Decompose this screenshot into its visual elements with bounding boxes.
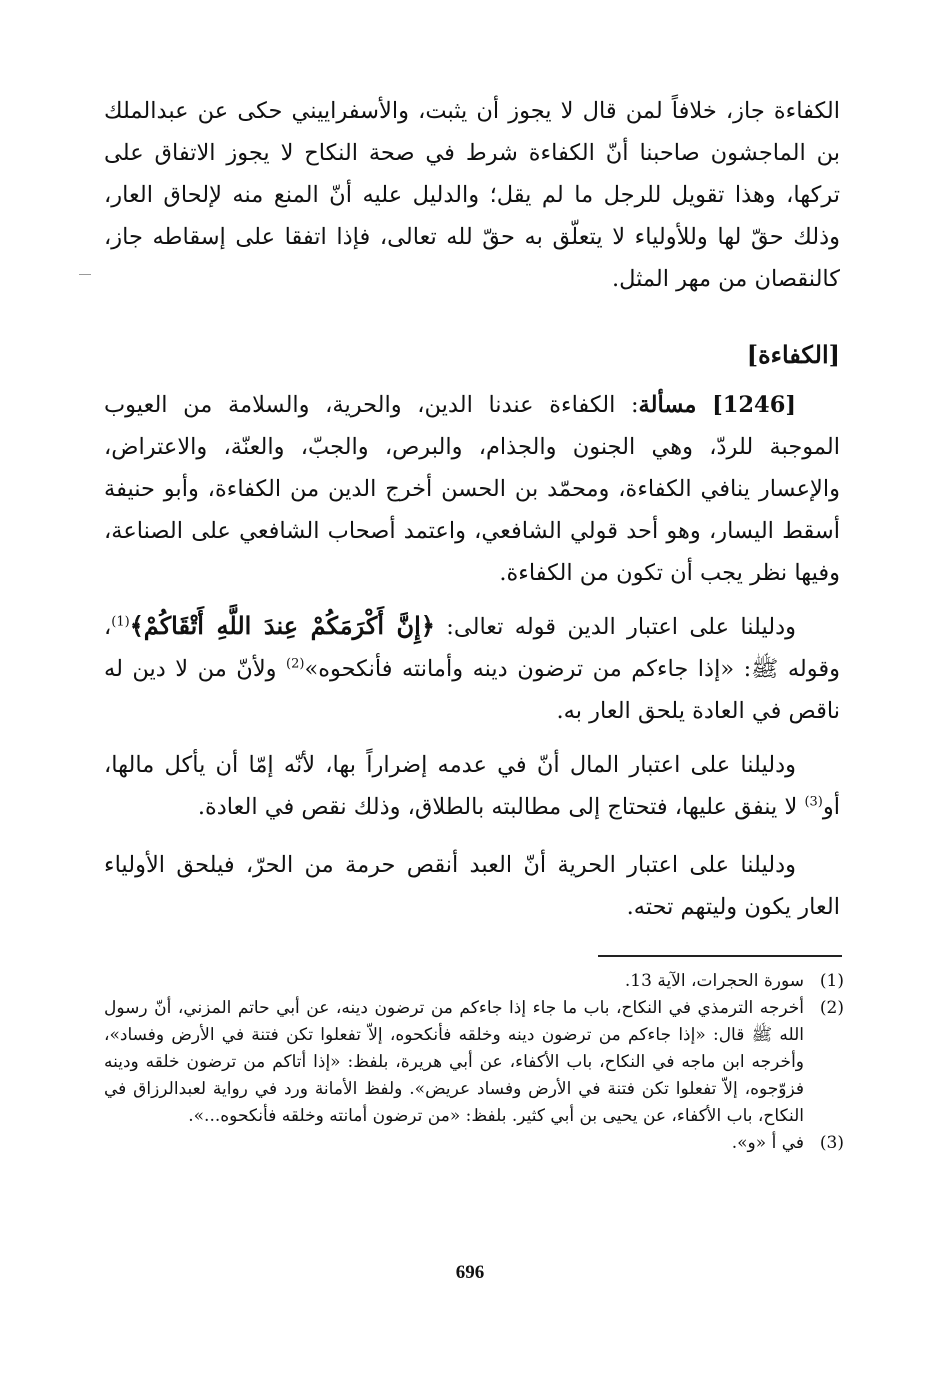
section-heading: [الكفاءة] <box>746 340 840 369</box>
footnote-1 <box>104 968 844 995</box>
footnote-text: أخرجه الترمذي في النكاح، باب ما جاء إذا جاءكم من ترضون دينه، عن أبي حاتم المزني، أنّ رسول الله ﷺ قال: «إذا جاءكم من ترضون دينه وخلقه فأنكحوه، إلاّ تفعلوا تكن فتنة في الأرض وفساد»، وأخرجه ابن ماجه في النكاح، باب الأكفاء، عن أبي هريرة، بلفظ: «إذا أتاكم من ترضون خلقه ودينه فزوّجوه، إلاّ تفعلوا تكن فتنة في الأرض وفساد عريض». ولفظ الأمانة ورد في رواية لعبدالرزاق في النكاح، باب الأكفاء، عن يحيى بن أبي كثير. بلفظ: «من ترضون أمانته وخلقه فأنكحوه...». <box>104 998 804 1126</box>
paragraph-3 <box>104 605 840 732</box>
footnotes <box>104 968 844 1157</box>
paragraph-1: الكفاءة جاز، خلافاً لمن قال لا يجوز أن يثبت، والأسفراييني حكى عن عبدالملك بن الماجشون صاحبنا أنّ الكفاءة شرط في صحة النكاح لا يجوز الاتفاق على تركها، وهذا تقويل للرجل ما لم يقل؛ والدليل عليه أنّ المنع منه لإلحاق العار، وذلك حقّ لها وللأولياء لا يتعلّق به حقّ لله تعالى، فإذا اتفقا على إسقاطه جاز، كالنقصان من مهر المثل. <box>104 98 840 292</box>
paragraph-3-middle: ، وقوله ﷺ: «إذا جاءكم من ترضون دينه وأمانته فأنكحوه» <box>104 614 840 682</box>
footnote-ref-3[interactable]: (3) <box>804 794 823 810</box>
quran-verse: ﴿إِنَّ أَكْرَمَكُمْ عِندَ اللَّهِ أَتْقَاكُمْ﴾ <box>129 611 435 640</box>
paragraph-4 <box>104 744 840 828</box>
footnote-separator <box>598 955 842 957</box>
paragraph-5: ودليلنا على اعتبار الحرية أنّ العبد أنقص حرمة من الحرّ، فيلحق الأولياء العار يكون وليتهم تحته. <box>104 852 840 920</box>
margin-mark <box>79 274 91 275</box>
footnote-3 <box>104 1130 844 1157</box>
paragraph-4-end: لا ينفق عليها، فتحتاج إلى مطالبته بالطلاق، وذلك نقص في العادة. <box>197 794 805 820</box>
footnote-2 <box>104 995 844 1130</box>
footnote-ref-1[interactable]: (1) <box>111 614 130 630</box>
paragraph-3-intro: ودليلنا على اعتبار الدين قوله تعالى: <box>434 614 796 640</box>
paragraph-3-end: ولأنّ من لا دين له ناقص في العادة يلحق العار به. <box>104 656 840 724</box>
paragraph-4-start: ودليلنا على اعتبار المال أنّ في عدمه إضراراً بها، لأنّه إمّا أن يأكل مالها، أو <box>104 752 840 820</box>
page-number: 696 <box>455 1262 485 1283</box>
masala-number: [1246] <box>712 392 797 418</box>
masala-paragraph <box>104 384 840 594</box>
masala-label: مسألة <box>638 392 697 418</box>
footnote-text: سورة الحجرات، الآية 13. <box>624 971 804 991</box>
footnote-number: (2) <box>819 998 844 1018</box>
masala-text: : الكفاءة عندنا الدين، والحرية، والسلامة من العيوب الموجبة للردّ، وهي الجنون والجذام، والبرص، والجبّ، والعنّة، والاعتراض، والإعسار ينافي الكفاءة، ومحمّد بن الحسن أخرج الدين من الكفاءة، وأبو حنيفة أسقط اليسار، وهو أحد قولي الشافعي، واعتمد أصحاب الشافعي على الصناعة، وفيها نظر يجب أن تكون من الكفاءة. <box>104 392 840 586</box>
footnote-ref-2[interactable]: (2) <box>286 656 305 672</box>
footnote-number: (3) <box>819 1133 844 1153</box>
footnote-text: في أ «و». <box>731 1133 804 1153</box>
footnote-number: (1) <box>819 971 844 991</box>
